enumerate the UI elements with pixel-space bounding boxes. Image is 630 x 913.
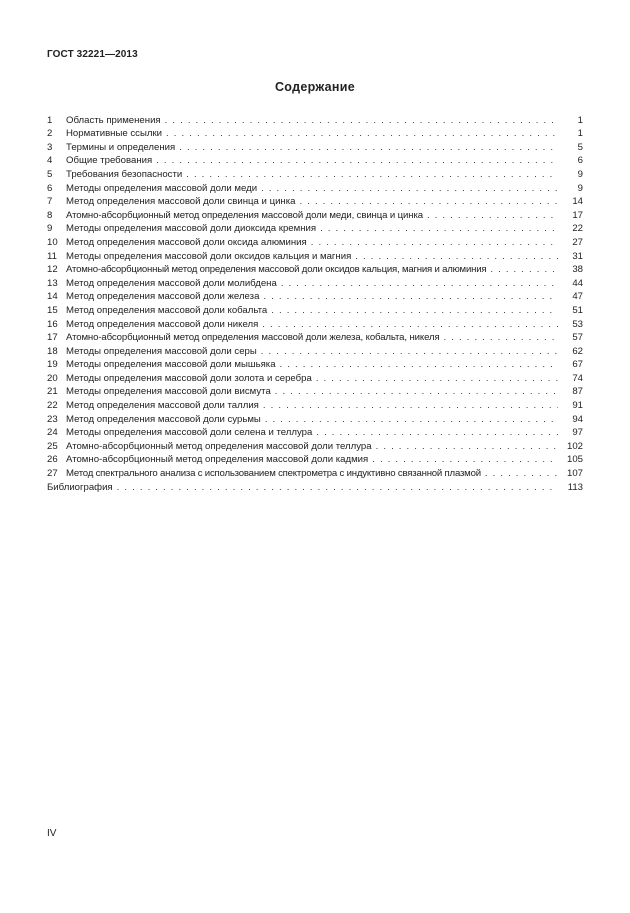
toc-entry-page: 5 <box>577 141 583 153</box>
toc-entry[interactable] <box>47 139 583 153</box>
toc-entry-number: 5 <box>47 168 53 180</box>
toc-entry[interactable] <box>47 370 583 384</box>
toc-entry[interactable] <box>47 438 583 452</box>
toc-entry-number: 22 <box>47 400 58 412</box>
toc-entry-label: Методы определения массовой доли селена и теллура <box>66 427 313 439</box>
toc-entry-label: Атомно-абсорбционный метод определения массовой доли железа, кобальта, никеля <box>66 332 440 344</box>
toc-entry-label: Методы определения массовой доли диоксида кремния <box>66 223 317 235</box>
toc-entry-number: 14 <box>47 291 58 303</box>
toc-entry-page: 53 <box>572 318 583 330</box>
toc-entry-number: 3 <box>47 141 53 153</box>
toc-entry-page: 97 <box>572 427 583 439</box>
toc-dot-leader <box>281 278 558 289</box>
toc-entry-page: 102 <box>566 440 583 452</box>
toc-entry-page: 1 <box>577 114 583 126</box>
toc-entry-label: Термины и определения <box>66 141 176 153</box>
toc-entry-label: Методы определения массовой доли золота и серебра <box>66 372 312 384</box>
toc-dot-leader <box>179 142 558 153</box>
toc-dot-leader <box>427 210 558 221</box>
toc-entry-number: 18 <box>47 345 58 357</box>
toc-entry-number: 11 <box>47 250 57 262</box>
toc-entry-label: Метод определения массовой доли оксида алюминия <box>66 236 307 248</box>
toc-entry-label: Метод спектрального анализа с использованием спектрометра с индуктивно связанной плазмой <box>66 468 481 480</box>
toc-dot-leader <box>261 183 558 194</box>
toc-entry[interactable] <box>47 112 583 126</box>
toc-entry-label: Библиография <box>47 481 113 493</box>
toc-entry-page: 38 <box>572 264 583 276</box>
toc-entry-number: 4 <box>47 155 53 167</box>
toc-entry-page: 44 <box>572 277 583 289</box>
toc-dot-leader <box>444 332 558 343</box>
toc-entry[interactable] <box>47 384 583 398</box>
toc-dot-leader <box>117 482 558 493</box>
toc-entry-number: 16 <box>47 318 58 330</box>
toc-entry-page: 27 <box>572 236 583 248</box>
toc-entry-page: 62 <box>572 345 583 357</box>
toc-dot-leader <box>485 468 558 479</box>
toc-entry[interactable] <box>47 153 583 167</box>
toc-dot-leader <box>372 454 558 465</box>
toc-dot-leader <box>316 373 558 384</box>
toc-dot-leader <box>265 414 558 425</box>
toc-dot-leader <box>311 237 558 248</box>
toc-title: Содержание <box>274 80 355 94</box>
toc-entry-number: 1 <box>47 114 53 126</box>
toc-entry[interactable] <box>47 357 583 371</box>
toc-entry-page: 67 <box>572 359 583 371</box>
toc-entry-page: 107 <box>566 468 583 480</box>
toc-entry[interactable] <box>47 397 583 411</box>
toc-entry-number: 8 <box>47 209 53 221</box>
toc-entry-label: Атомно-абсорбционный метод определения массовой доли кадмия <box>66 454 369 466</box>
toc-entry-page: 105 <box>566 454 583 466</box>
toc-entry-page: 87 <box>572 386 583 398</box>
toc-dot-leader <box>186 169 558 180</box>
toc-entry-label: Методы определения массовой доли меди <box>66 182 258 194</box>
toc-entry-number: 19 <box>47 359 58 371</box>
toc-entry-page: 51 <box>572 304 583 316</box>
toc-entry-label: Метод определения массовой доли таллия <box>66 400 259 412</box>
toc-entry[interactable] <box>47 248 583 262</box>
toc-entry-page: 14 <box>572 196 583 208</box>
page-number: IV <box>47 828 57 839</box>
toc-entry[interactable] <box>47 330 583 344</box>
toc-entry-number: 26 <box>47 454 58 466</box>
toc-entry[interactable] <box>47 316 583 330</box>
toc-entry-page: 57 <box>572 332 583 344</box>
toc-entry-label: Метод определения массовой доли кобальта <box>66 304 268 316</box>
toc-entry-page: 9 <box>577 168 583 180</box>
toc-entry-page: 6 <box>577 155 583 167</box>
toc-entry-bibliography[interactable] <box>47 479 583 493</box>
toc-dot-leader <box>490 264 558 275</box>
toc-entry-number: 10 <box>47 236 58 248</box>
toc-entry[interactable] <box>47 262 583 276</box>
toc-entry-label: Метод определения массовой доли железа <box>66 291 260 303</box>
toc-entry[interactable] <box>47 207 583 221</box>
toc-entry-number: 9 <box>47 223 53 235</box>
toc-entry[interactable] <box>47 411 583 425</box>
toc-entry-number: 27 <box>47 468 58 480</box>
toc-dot-leader <box>320 223 558 234</box>
toc-entry[interactable] <box>47 180 583 194</box>
toc-entry-page: 74 <box>572 372 583 384</box>
toc-entry-page: 113 <box>567 481 583 493</box>
toc-entry[interactable] <box>47 452 583 466</box>
toc-entry[interactable] <box>47 194 583 208</box>
toc-entry[interactable] <box>47 343 583 357</box>
toc-entry-page: 47 <box>572 291 583 303</box>
toc-entry[interactable] <box>47 425 583 439</box>
toc-entry-number: 24 <box>47 427 58 439</box>
toc-entry-label: Атомно-абсорбционный метод определения массовой доли теллура <box>66 440 372 452</box>
toc-entry-label: Атомно-абсорбционный метод определения массовой доли оксидов кальция, магния и алюминия <box>66 264 487 276</box>
toc-entry-number: 13 <box>47 277 58 289</box>
toc-entry-label: Общие требования <box>66 155 153 167</box>
table-of-contents <box>47 112 583 493</box>
toc-entry-page: 94 <box>572 413 583 425</box>
toc-entry-number: 17 <box>47 332 58 344</box>
toc-entry-label: Метод определения массовой доли сурьмы <box>66 413 261 425</box>
toc-entry-label: Методы определения массовой доли серы <box>66 345 257 357</box>
toc-entry-number: 20 <box>47 372 58 384</box>
toc-entry-page: 22 <box>572 223 583 235</box>
document-code-header: ГОСТ 32221—2013 <box>47 49 138 60</box>
toc-entry-number: 2 <box>47 128 53 140</box>
toc-entry-label: Метод определения массовой доли молибдена <box>66 277 277 289</box>
toc-entry-number: 7 <box>47 196 53 208</box>
toc-entry-page: 31 <box>572 250 583 262</box>
toc-entry-label: Методы определения массовой доли мышьяка <box>66 359 276 371</box>
toc-entry-label: Метод определения массовой доли никеля <box>66 318 259 330</box>
toc-dot-leader <box>263 291 558 302</box>
toc-entry[interactable] <box>47 289 583 303</box>
toc-entry[interactable] <box>47 166 583 180</box>
toc-dot-leader <box>156 155 558 166</box>
toc-entry[interactable] <box>47 302 583 316</box>
toc-entry-number: 25 <box>47 440 58 452</box>
toc-entry-number: 23 <box>47 413 58 425</box>
toc-entry[interactable] <box>47 221 583 235</box>
toc-entry-number: 6 <box>47 182 53 194</box>
toc-entry[interactable] <box>47 234 583 248</box>
toc-dot-leader <box>299 196 558 207</box>
toc-dot-leader <box>280 359 558 370</box>
toc-dot-leader <box>316 427 558 438</box>
toc-dot-leader <box>166 128 558 139</box>
toc-entry-page: 91 <box>572 400 583 412</box>
toc-entry-label: Методы определения массовой доли оксидов кальция и магния <box>66 250 352 262</box>
toc-entry-label: Нормативные ссылки <box>66 128 163 140</box>
toc-entry-label: Методы определения массовой доли висмута <box>66 386 271 398</box>
toc-dot-leader <box>165 115 558 126</box>
toc-entry[interactable] <box>47 126 583 140</box>
toc-dot-leader <box>271 305 558 316</box>
toc-entry-page: 1 <box>577 128 583 140</box>
toc-dot-leader <box>262 319 558 330</box>
toc-entry-page: 9 <box>577 182 583 194</box>
toc-dot-leader <box>376 441 558 452</box>
toc-entry-label: Область применения <box>66 114 161 126</box>
toc-dot-leader <box>261 346 558 357</box>
toc-dot-leader <box>355 251 558 262</box>
toc-entry-number: 12 <box>47 264 58 276</box>
toc-entry-page: 17 <box>572 209 583 221</box>
toc-dot-leader <box>275 386 558 397</box>
toc-entry-label: Атомно-абсорбционный метод определения массовой доли меди, свинца и цинка <box>66 209 423 221</box>
toc-entry-number: 15 <box>47 304 58 316</box>
toc-entry[interactable] <box>47 465 583 479</box>
toc-entry-label: Требования безопасности <box>66 168 183 180</box>
toc-entry-number: 21 <box>47 386 58 398</box>
toc-dot-leader <box>263 400 558 411</box>
toc-entry-label: Метод определения массовой доли свинца и цинка <box>66 196 296 208</box>
toc-entry[interactable] <box>47 275 583 289</box>
